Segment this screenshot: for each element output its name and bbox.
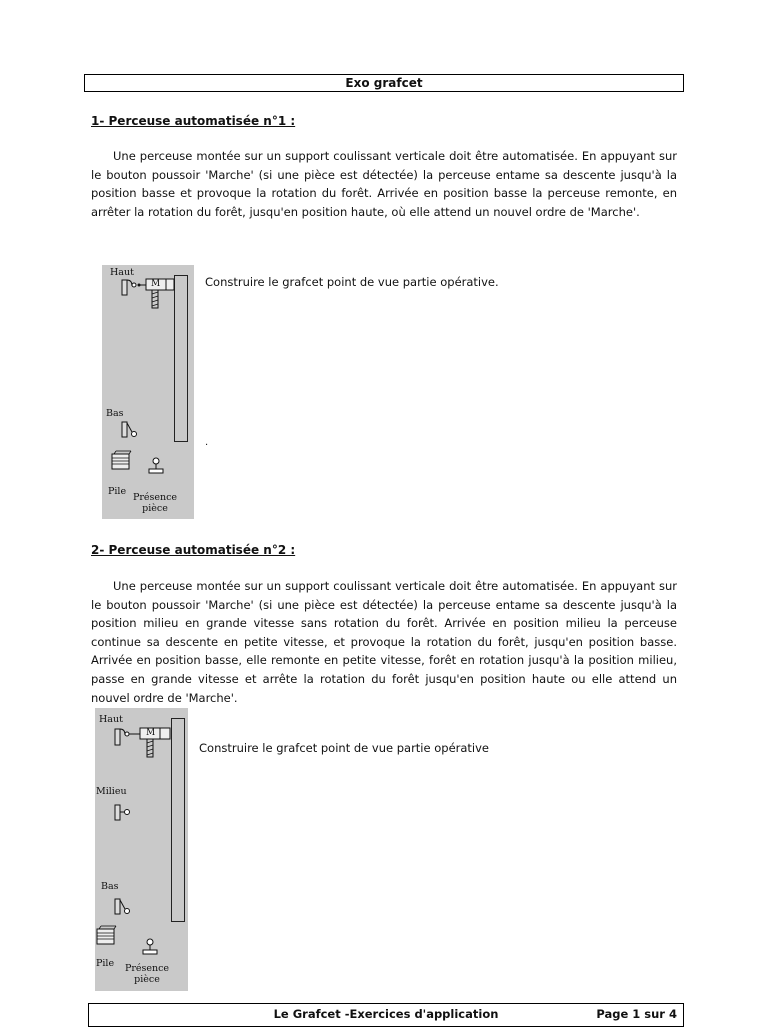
footer-title: Le Grafcet -Exercices d'application [273, 1007, 499, 1021]
label-bas: Bas [101, 881, 119, 892]
stack-icon [110, 449, 132, 471]
page-footer [88, 1003, 684, 1027]
label-presence-line2: pièce [142, 503, 168, 514]
exercise2-instruction: Construire le grafcet point de vue partie opérative [199, 741, 490, 755]
exercise2-heading: 2- Perceuse automatisée n°2 : [91, 543, 296, 557]
drill-figure-1 [102, 265, 194, 519]
label-bas: Bas [106, 408, 124, 419]
label-milieu: Milieu [96, 786, 127, 797]
limit-switch-milieu-icon [113, 803, 135, 823]
label-pile: Pile [108, 486, 127, 497]
label-presence-line1: Présence [132, 492, 178, 503]
page-number: Page 1 sur 4 [596, 1007, 677, 1021]
drill-head-icon [113, 725, 175, 761]
presence-sensor-icon [140, 936, 160, 956]
drill-figure-2 [95, 708, 188, 991]
label-presence [121, 963, 173, 985]
presence-sensor-icon [146, 455, 166, 475]
motor-label: M [151, 279, 161, 289]
label-pile: Pile [96, 958, 115, 969]
stray-mark: . [205, 437, 209, 448]
limit-switch-bas-icon [120, 420, 140, 440]
limit-switch-bas-icon [113, 897, 133, 917]
exercise2-paragraph: Une perceuse montée sur un support coulissant verticale doit être automatisée. En appuyant sur le bouton poussoir 'Marche' (si une pièce est détectée) la perceuse entame sa descente jusqu'à la position milieu en grande vitesse sans rotation du forêt. Arrivée en position milieu la perceuse continue sa descente en petite vitesse, et provoque la rotation du forêt, jusqu'en position basse. Arrivée en position basse, elle remonte en petite vitesse, forêt en rotation jusqu'à la position milieu, passe en grande vitesse et arrête la rotation du forêt jusqu'en position haute ou elle attend un nouvel ordre de 'Marche'. [91, 579, 677, 705]
label-presence-line2: pièce [134, 974, 160, 985]
exercise1-paragraph: Une perceuse montée sur un support coulissant verticale doit être automatisée. En appuyant sur le bouton poussoir 'Marche' (si une pièce est détectée) la perceuse entame sa descente jusqu'à la position basse et provoque la rotation du forêt. Arrivée en position basse la perceuse remonte, en arrêter la rotation du forêt, jusqu'en position haute, où elle attend un nouvel ordre de 'Marche'. [91, 149, 677, 219]
label-haut: Haut [99, 714, 123, 725]
document-title: Exo grafcet [84, 74, 684, 92]
exercise1-heading: 1- Perceuse automatisée n°1 : [91, 114, 296, 128]
stack-icon [95, 924, 117, 946]
drill-head-icon [120, 276, 178, 310]
label-presence [130, 492, 180, 514]
label-haut: Haut [110, 267, 134, 278]
exercise1-instruction: Construire le grafcet point de vue partie opérative. [205, 275, 499, 289]
motor-label: M [146, 728, 156, 738]
label-presence-line1: Présence [124, 963, 170, 974]
